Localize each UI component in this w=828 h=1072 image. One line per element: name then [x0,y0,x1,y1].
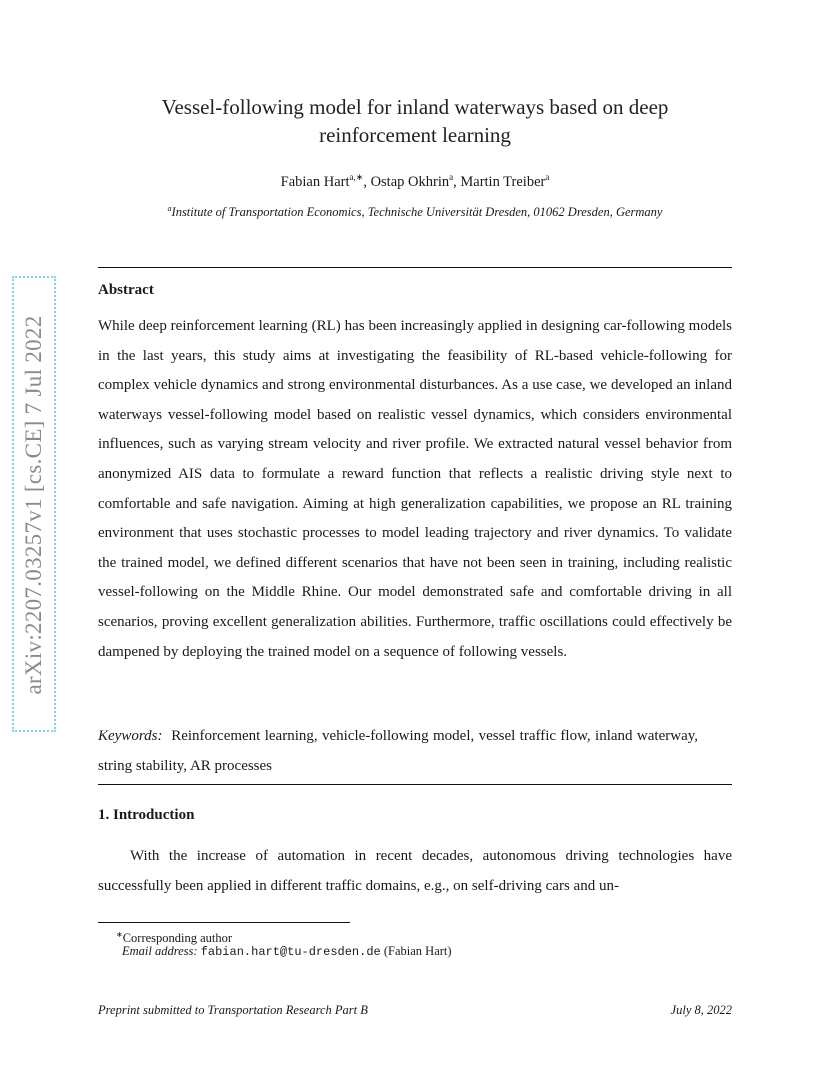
author-mark: a [449,172,454,182]
keywords-text: Reinforcement learning, vehicle-following model, vessel traffic flow, inland waterway, string stability, AR processes [98,728,699,774]
affiliation [98,204,732,220]
email-note [122,943,452,961]
author-mark: a,∗ [349,172,364,182]
paper-title [98,93,732,149]
author-name: Fabian Hart [280,173,350,190]
abstract-top-rule [98,267,732,268]
author-name: Martin Treiber [460,173,546,190]
author-name: Ostap Okhrin [370,173,450,190]
keywords-label: Keywords: [98,728,163,744]
footer-date: July 8, 2022 [670,1003,732,1017]
footnote-rule [98,922,350,923]
introduction-body: With the increase of automation in recent decades, autonomous driving technologies have successfully been applied in different traffic domains, e.g., on self-driving cars and un- [98,848,732,894]
affiliation-mark: a [167,204,172,213]
title-line-2: reinforcement learning [319,123,511,147]
email-label: Email address: [122,944,198,958]
abstract-heading: Abstract [98,282,154,298]
arxiv-identifier[interactable]: arXiv:2207.03257v1 [cs.CE] 7 Jul 2022 [21,315,46,695]
email-owner: (Fabian Hart) [383,944,452,958]
affiliation-text: Institute of Transportation Economics, Technische Universität Dresden, 01062 Dresden, Germany [171,205,663,220]
keywords [98,722,698,781]
introduction-heading: 1. Introduction [98,807,195,823]
footnote-text: Corresponding author [122,931,233,946]
author-mark: a [545,172,550,182]
email-link[interactable]: fabian.hart@tu-dresden.de [200,945,381,959]
author-list: Fabian Hart$^{a,∗}$, Ostap Okhrin$^a$, Martin Treiber$^a$ [280,172,550,190]
title-line-1: Vessel-following model for inland waterways based on deep [161,95,669,119]
abstract-body: While deep reinforcement learning (RL) has been increasingly applied in designing car-following models in the last years, this study aims at investigating the feasibility of RL-based vehicle-following for complex vehicle dynamics and strong environmental disturbances. As a use case, we developed an inland waterways vessel-following model based on realistic vessel dynamics, which considers environmental influences, such as varying stream velocity and river profile. We extracted natural vessel behavior from anonymized AIS data to formulate a reward function that reflects a realistic driving style next to comfortable and safe navigation. Aiming at high generalization capabilities, we propose an RL training environment that uses stochastic processes to model leading trajectory and river dynamics. To validate the trained model, we defined different scenarios that have not been seen in training, including realistic vessel-following on the Middle Rhine. Our model demonstrated safe and comfortable driving in all scenarios, proving excellent generalization abilities. Furthermore, traffic oscillations could effectively be dampened by deploying the trained model on a sequence of following vessels. [98,318,732,660]
abstract-bottom-rule [98,784,732,785]
footnote-mark: ∗ [116,930,123,939]
footer-venue: Preprint submitted to Transportation Research Part B [98,1003,368,1017]
